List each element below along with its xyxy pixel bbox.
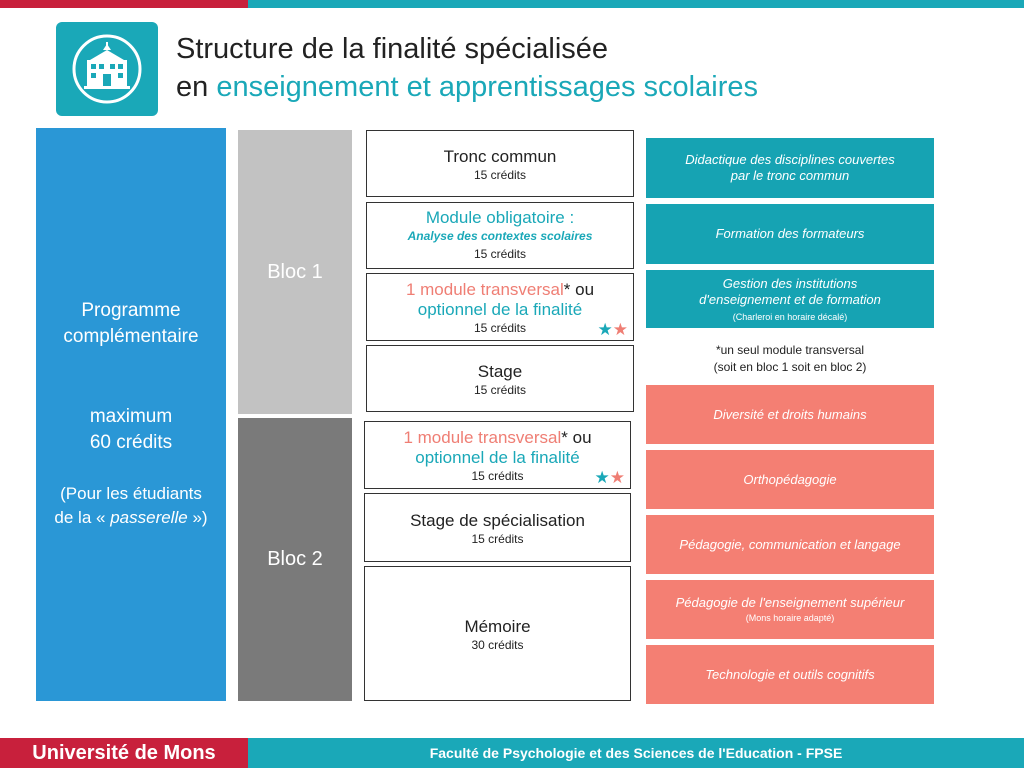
footer-university: Université de Mons — [0, 738, 248, 768]
module-title: Stage — [477, 362, 523, 381]
option-pedagogie-superieur — [646, 580, 934, 639]
module-credits: 15 crédits — [471, 532, 524, 546]
option-line-1: Diversité et droits humains — [713, 406, 867, 422]
module-title-line-2: optionnel de la finalité — [417, 300, 583, 319]
program-line-2: complémentaire — [63, 326, 199, 347]
option-formation-formateurs — [646, 204, 934, 264]
program-note-line-1: (Pour les étudiants — [60, 484, 202, 503]
program-line-1: Programme — [81, 300, 181, 321]
footer-faculty: Faculté de Psychologie et des Sciences de l'Education - FPSE — [248, 738, 1024, 768]
footnote-line-1: *un seul module transversal — [715, 343, 865, 357]
program-note-b: ») — [192, 508, 208, 527]
option-line-1: Technologie et outils cognitifs — [705, 666, 875, 682]
option-line-1: Orthopédagogie — [743, 471, 837, 487]
option-line-1: Gestion des institutions — [722, 275, 858, 291]
module-title-line-2: optionnel de la finalité — [415, 448, 580, 467]
module-memoire — [364, 566, 631, 701]
star-teal-icon: ★ — [594, 468, 610, 487]
option-diversite — [646, 385, 934, 444]
title-line-1: Structure de la finalité spécialisée — [176, 33, 609, 65]
option-didactique — [646, 138, 934, 198]
page-title — [176, 30, 758, 106]
module-title-line-1 — [365, 428, 630, 448]
option-pedagogie-communication — [646, 515, 934, 574]
bloc-1: Bloc 1 — [238, 130, 352, 414]
module-transversal-bloc1 — [366, 273, 634, 341]
module-subtitle: Analyse des contextes scolaires — [407, 229, 593, 243]
module-tronc-commun — [366, 130, 634, 197]
module-credits: 15 crédits — [473, 168, 527, 182]
transversal-or: * ou — [563, 280, 595, 299]
option-gestion-institutions — [646, 270, 934, 328]
option-note: (Charleroi en horaire décalé) — [732, 311, 848, 322]
school-building-icon — [56, 22, 158, 116]
transversal-label: 1 module transversal — [403, 428, 562, 447]
option-line-2: par le tronc commun — [730, 168, 850, 183]
program-credits: 60 crédits — [89, 432, 173, 453]
option-line-1: Didactique des disciplines couvertes — [685, 152, 895, 167]
option-line-1: Formation des formateurs — [715, 226, 865, 241]
star-teal-icon: ★ — [597, 320, 613, 339]
module-title: Mémoire — [464, 617, 531, 636]
bloc-2: Bloc 2 — [238, 418, 352, 701]
module-credits: 15 crédits — [473, 383, 527, 397]
top-bar-red — [0, 0, 248, 8]
program-max-label: maximum — [89, 406, 173, 427]
module-obligatoire — [366, 202, 634, 269]
option-note: (Mons horaire adapté) — [745, 613, 835, 623]
program-note-line-2 — [36, 506, 226, 530]
module-title: Module obligatoire : — [425, 208, 575, 227]
module-credits: 30 crédits — [471, 638, 524, 652]
module-credits: 15 crédits — [471, 469, 524, 483]
module-title: Stage de spécialisation — [410, 511, 585, 530]
star-salmon-icon: ★ — [609, 468, 625, 487]
module-stage — [366, 345, 634, 412]
module-credits: 15 crédits — [473, 247, 527, 261]
option-technologie — [646, 645, 934, 704]
footnote-transversal — [646, 342, 934, 376]
program-note-a: de la « — [54, 508, 106, 527]
module-transversal-bloc2 — [364, 421, 631, 489]
option-line-2: d'enseignement et de formation — [699, 291, 881, 307]
footnote-line-2: (soit en bloc 1 soit en bloc 2) — [713, 360, 867, 374]
stars — [598, 321, 629, 338]
transversal-label: 1 module transversal — [405, 280, 564, 299]
star-salmon-icon: ★ — [612, 320, 628, 339]
programme-complementaire-block — [36, 128, 226, 701]
title-line-2-highlight: enseignement et apprentissages scolaires — [216, 71, 758, 103]
title-line-2 — [176, 68, 758, 106]
top-bar-teal — [248, 0, 1024, 8]
option-line-1: Pédagogie de l'enseignement supérieur — [675, 595, 905, 610]
module-credits: 15 crédits — [473, 321, 527, 335]
transversal-or: * ou — [561, 428, 592, 447]
module-title: Tronc commun — [443, 147, 557, 166]
stars — [595, 469, 626, 486]
option-line-1: Pédagogie, communication et langage — [679, 536, 901, 552]
module-title-line-1 — [367, 280, 633, 300]
program-note-italic: passerelle — [110, 508, 188, 527]
module-stage-specialisation — [364, 493, 631, 562]
option-orthopedagogie — [646, 450, 934, 509]
title-line-2-prefix: en — [176, 71, 209, 103]
